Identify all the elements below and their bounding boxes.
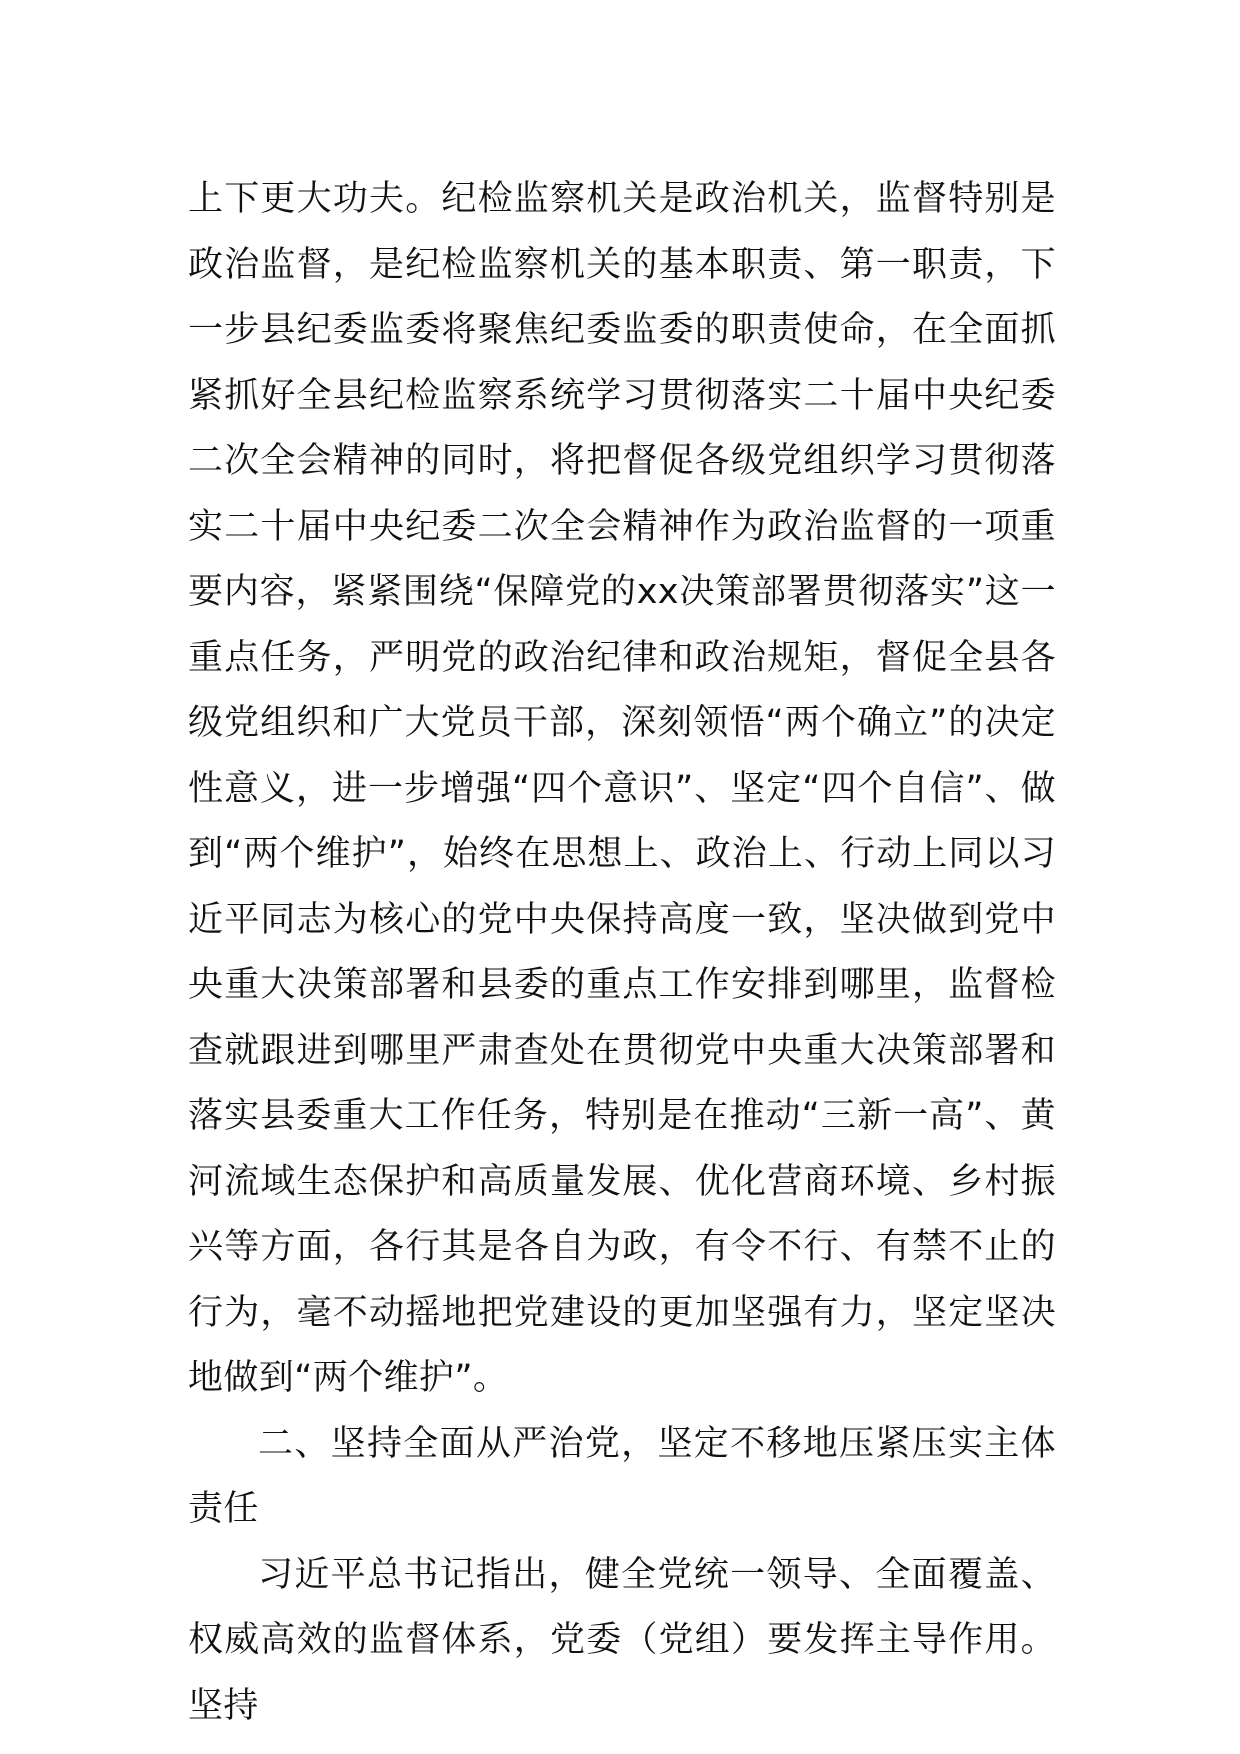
document-body [188, 167, 1056, 1739]
paragraph-body: 习近平总书记指出，健全党统一领导、全面覆盖、权威高效的监督体系，党委（党组）要发挥主导作用。坚持 [188, 1554, 1056, 1726]
section-heading: 二、坚持全面从严治党，坚定不移地压紧压实主体责任 [188, 1423, 1056, 1529]
paragraph-continuation: 上下更大功夫。纪检监察机关是政治机关，监督特别是政治监督，是纪检监察机关的基本职责、第一职责，下一步县纪委监委将聚焦纪委监委的职责使命，在全面抓紧抓好全县纪检监察系统学习贯彻落实二十届中央纪委二次全会精神的同时，将把督促各级党组织学习贯彻落实二十届中央纪委二次全会精神作为政治监督的一项重要内容，紧紧围绕“保障党的xx决策部署贯彻落实”这一重点任务，严明党的政治纪律和政治规矩，督促全县各级党组织和广大党员干部，深刻领悟“两个确立”的决定性意义，进一步增强“四个意识”、坚定“四个自信”、做到“两个维护”，始终在思想上、政治上、行动上同以习近平同志为核心的党中央保持高度一致，坚决做到党中央重大决策部署和县委的重点工作安排到哪里，监督检查就跟进到哪里严肃查处在贯彻党中央重大决策部署和落实县委重大工作任务，特别是在推动“三新一高”、黄河流域生态保护和高质量发展、优化营商环境、乡村振兴等方面，各行其是各自为政，有令不行、有禁不止的行为，毫不动摇地把党建设的更加坚强有力，坚定坚决地做到“两个维护”。 [188, 179, 1056, 1398]
